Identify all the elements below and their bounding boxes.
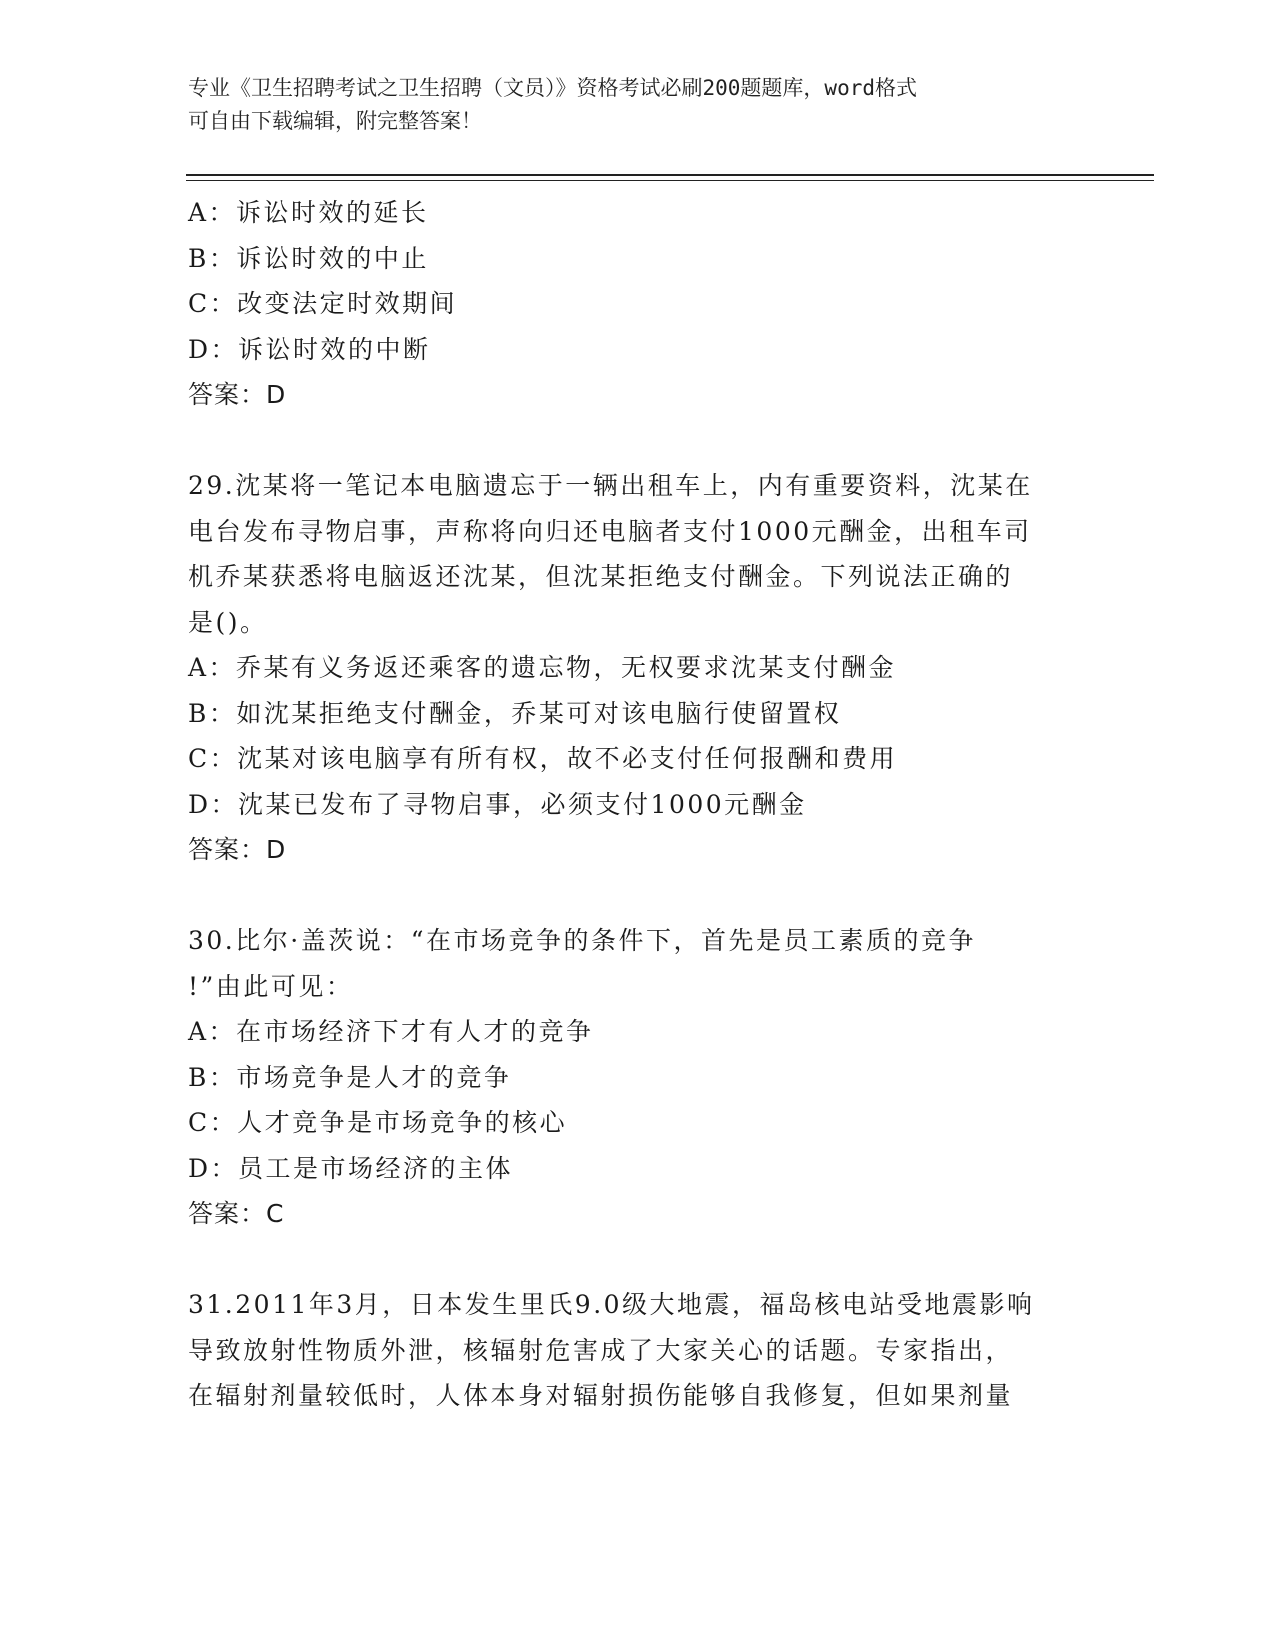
question-30-line-1: 30.比尔·盖茨说：“在市场竞争的条件下，首先是员工素质的竞争 bbox=[188, 926, 976, 955]
question-29-line-2: 电台发布寻物启事，声称将向归还电脑者支付1000元酬金，出租车司 bbox=[188, 516, 1032, 546]
question-31-line-1: 31.2011年3月，日本发生里氏9.0级大地震，福岛核电站受地震影响 bbox=[188, 1290, 1035, 1319]
option-a: A：在市场经济下才有人才的竞争 bbox=[188, 1017, 594, 1046]
question-29-line-3: 机乔某获悉将电脑返还沈某，但沈某拒绝支付酬金。下列说法正确的 bbox=[188, 562, 1014, 591]
option-d: D：诉讼时效的中断 bbox=[188, 334, 431, 364]
option-a: A：乔某有义务返还乘客的遗忘物，无权要求沈某支付酬金 bbox=[188, 653, 897, 682]
spacer bbox=[188, 1237, 1088, 1283]
option-a: A：诉讼时效的延长 bbox=[188, 198, 429, 227]
header-line-1: 专业《卫生招聘考试之卫生招聘（文员）》资格考试必刷200题题库，word格式 bbox=[188, 76, 917, 100]
question-30-line-2: !”由此可见： bbox=[188, 971, 354, 1001]
header-divider-thick bbox=[186, 174, 1154, 176]
page-header bbox=[188, 72, 1088, 138]
answer: 答案：D bbox=[188, 835, 287, 864]
header-line-2: 可自由下载编辑，附完整答案！ bbox=[188, 109, 482, 133]
question-29-line-1: 29.沈某将一笔记本电脑遗忘于一辆出租车上，内有重要资料，沈某在 bbox=[188, 471, 1033, 500]
option-b: B：诉讼时效的中止 bbox=[188, 243, 429, 273]
answer: 答案：D bbox=[188, 380, 287, 409]
option-c: C：沈某对该电脑享有所有权，故不必支付任何报酬和费用 bbox=[188, 744, 898, 773]
question-content bbox=[188, 190, 1088, 1419]
option-b: B：如沈某拒绝支付酬金，乔某可对该电脑行使留置权 bbox=[188, 698, 842, 728]
header-divider-thin bbox=[186, 180, 1154, 181]
option-b: B：市场竞争是人才的竞争 bbox=[188, 1062, 512, 1092]
question-29-line-4: 是()。 bbox=[188, 607, 268, 637]
answer: 答案：C bbox=[188, 1199, 285, 1228]
option-d: D：员工是市场经济的主体 bbox=[188, 1153, 514, 1183]
option-d: D：沈某已发布了寻物启事，必须支付1000元酬金 bbox=[188, 789, 807, 819]
question-31-line-3: 在辐射剂量较低时，人体本身对辐射损伤能够自我修复，但如果剂量 bbox=[188, 1381, 1014, 1410]
question-31-line-2: 导致放射性物质外泄，核辐射危害成了大家关心的话题。专家指出， bbox=[188, 1335, 1014, 1365]
option-c: C：改变法定时效期间 bbox=[188, 289, 458, 318]
spacer bbox=[188, 418, 1088, 464]
spacer bbox=[188, 873, 1088, 919]
option-c: C：人才竞争是市场竞争的核心 bbox=[188, 1108, 568, 1137]
